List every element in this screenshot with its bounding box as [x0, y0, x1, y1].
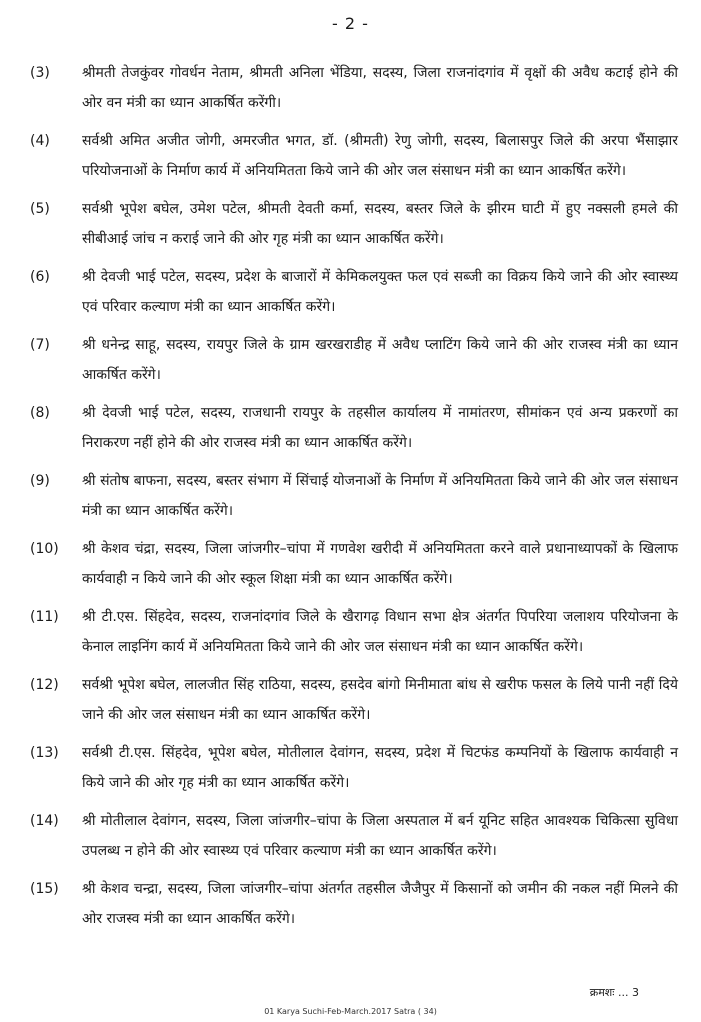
item-text: सर्वश्री भूपेश बघेल, लालजीत सिंह राठिया, सदस्य, हसदेव बांगो मिनीमाता बांध से खरीफ फसल के लिये पानी नहीं दिये जाने की ओर जल संसाधन मंत्री का ध्यान आकर्षित करेंगे।	[82, 677, 678, 723]
item-number: (4)	[30, 133, 50, 149]
item-number: (10)	[30, 541, 59, 557]
item-number: (9)	[30, 473, 50, 489]
list-item	[0, 602, 701, 662]
list-item	[0, 262, 701, 322]
list-item	[0, 398, 701, 458]
item-number: (5)	[30, 201, 50, 217]
list-item	[0, 466, 701, 526]
list-item	[0, 194, 701, 254]
item-number: (8)	[30, 405, 50, 421]
item-text: श्री संतोष बाफना, सदस्य, बस्तर संभाग में सिंचाई योजनाओं के निर्माण में अनियमितता किये जाने की ओर जल संसाधन मंत्री का ध्यान आकर्षित करेंगे।	[82, 473, 678, 519]
list-item	[0, 126, 701, 186]
item-text: श्री देवजी भाई पटेल, सदस्य, प्रदेश के बाजारों में केमिकलयुक्त फल एवं सब्जी का विक्रय किये जाने की ओर स्वास्थ्य एवं परिवार कल्याण मंत्री का ध्यान आकर्षित करेंगे।	[82, 269, 678, 315]
list-item	[0, 330, 701, 390]
item-text: श्री टी.एस. सिंहदेव, सदस्य, राजनांदगांव जिले के खैरागढ़ विधान सभा क्षेत्र अंतर्गत पिपरिया जलाशय परियोजना के केनाल लाइनिंग कार्य में अनियमितता किये जाने की ओर जल संसाधन मंत्री का ध्यान आकर्षित करेंगे।	[82, 609, 678, 655]
item-number: (13)	[30, 745, 59, 761]
item-text: श्री देवजी भाई पटेल, सदस्य, राजधानी रायपुर के तहसील कार्यालय में नामांतरण, सीमांकन एवं अन्य प्रकरणों का निराकरण नहीं होने की ओर राजस्व मंत्री का ध्यान आकर्षित करेंगे।	[82, 405, 678, 451]
item-text: श्री मोतीलाल देवांगन, सदस्य, जिला जांजगीर–चांपा के जिला अस्पताल में बर्न यूनिट सहित आवश्यक चिकित्सा सुविधा उपलब्ध न होने की ओर स्वास्थ्य एवं परिवार कल्याण मंत्री का ध्यान आकर्षित करेंगे।	[82, 813, 678, 859]
list-item	[0, 738, 701, 798]
item-text: श्री केशव चन्द्रा, सदस्य, जिला जांजगीर–चांपा अंतर्गत तहसील जैजैपुर में किसानों को जमीन की नकल नहीं मिलने की ओर राजस्व मंत्री का ध्यान आकर्षित करेंगे।	[82, 881, 678, 927]
item-text: सर्वश्री भूपेश बघेल, उमेश पटेल, श्रीमती देवती कर्मा, सदस्य, बस्तर जिले के झीरम घाटी में हुए नक्सली हमले की सीबीआई जांच न कराई जाने की ओर गृह मंत्री का ध्यान आकर्षित करेंगे।	[82, 201, 678, 247]
item-text: सर्वश्री टी.एस. सिंहदेव, भूपेश बघेल, मोतीलाल देवांगन, सदस्य, प्रदेश में चिटफंड कम्पनियों के खिलाफ कार्यवाही न किये जाने की ओर गृह मंत्री का ध्यान आकर्षित करेंगे।	[82, 745, 678, 791]
item-text: श्रीमती तेजकुंवर गोवर्धन नेताम, श्रीमती अनिला भेंडिया, सदस्य, जिला राजनांदगांव में वृक्षों की अवैध कटाई होने की ओर वन मंत्री का ध्यान आकर्षित करेंगी।	[82, 65, 678, 111]
item-number: (15)	[30, 881, 59, 897]
list-item	[0, 806, 701, 866]
item-number: (3)	[30, 65, 50, 81]
list-item	[0, 58, 701, 118]
item-number: (11)	[30, 609, 59, 625]
footer-reference: 01 Karya Suchi-Feb-March.2017 Satra ( 34)	[264, 1007, 437, 1016]
attention-motion-list	[0, 58, 701, 942]
page-number: - 2 -	[332, 14, 369, 33]
item-number: (14)	[30, 813, 59, 829]
item-text: श्री धनेन्द्र साहू, सदस्य, रायपुर जिले के ग्राम खरखराडीह में अवैध प्लाटिंग किये जाने की ओर राजस्व मंत्री का ध्यान आकर्षित करेंगे।	[82, 337, 678, 383]
item-number: (12)	[30, 677, 59, 693]
item-text: सर्वश्री अमित अजीत जोगी, अमरजीत भगत, डॉ. (श्रीमती) रेणु जोगी, सदस्य, बिलासपुर जिले की अरपा भैंसाझार परियोजनाओं के निर्माण कार्य में अनियमितता किये जाने की ओर जल संसाधन मंत्री का ध्यान आकर्षित करेंगे।	[82, 133, 678, 179]
continued-label: क्रमशः ... 3	[589, 986, 639, 999]
item-text: श्री केशव चंद्रा, सदस्य, जिला जांजगीर–चांपा में गणवेश खरीदी में अनियमितता करने वाले प्रधानाध्यापकों के खिलाफ कार्यवाही न किये जाने की ओर स्कूल शिक्षा मंत्री का ध्यान आकर्षित करेंगे।	[82, 541, 678, 587]
item-number: (7)	[30, 337, 50, 353]
list-item	[0, 534, 701, 594]
list-item	[0, 670, 701, 730]
list-item	[0, 874, 701, 934]
item-number: (6)	[30, 269, 50, 285]
